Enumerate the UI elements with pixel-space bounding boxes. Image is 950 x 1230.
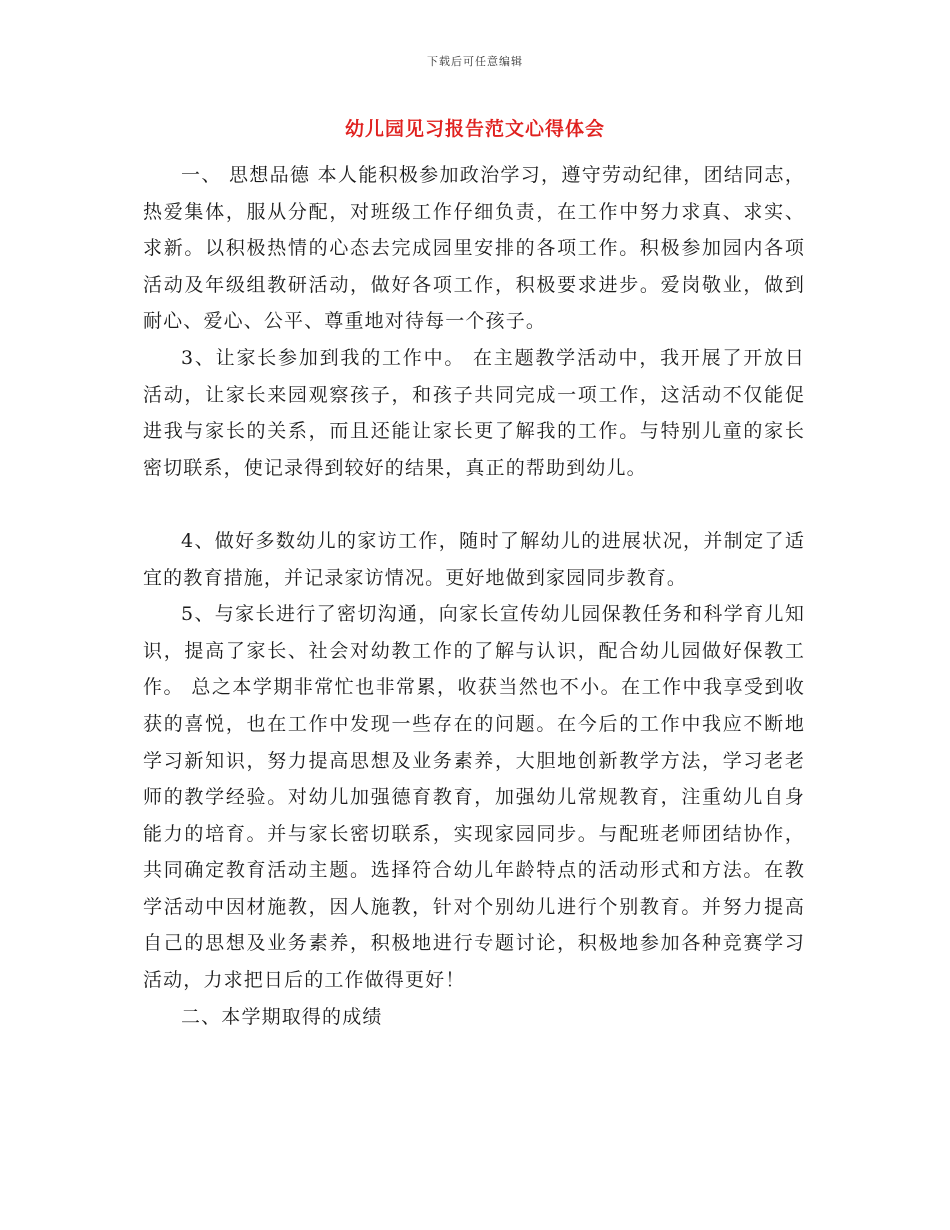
- paragraph-4: 5、与家长进行了密切沟通，向家长宣传幼儿园保教任务和科学育儿知识，提高了家长、社会对幼教工作的了解与认识，配合幼儿园做好保教工作。 总之本学期非常忙也非常累，收获当然也不小。在工作中我享受到收获的喜悦，也在工作中发现一些存在的问题。在今后的工作中我应不断地学习新知识，努力提高思想及业务素养，大胆地创新教学方法，学习老老师的教学经验。对幼儿加强德育教育，加强幼儿常规教育，注重幼儿自身能力的培育。并与家长密切联系，实现家园同步。与配班老师团结协作，共同确定教育活动主题。选择符合幼儿年龄特点的活动形式和方法。在教学活动中因材施教，因人施教，针对个别幼儿进行个别教育。并努力提高自己的思想及业务素养，积极地进行专题讨论，积极地参加各种竞赛学习活动，力求把日后的工作做得更好！: [143, 603, 805, 992]
- document-title: 幼儿园见习报告范文心得体会: [344, 118, 605, 140]
- paragraph-1: 一、 思想品德 本人能积极参加政治学习，遵守劳动纪律，团结同志，热爱集体，服从分配，对班级工作仔细负责，在工作中努力求真、求实、求新。以积极热情的心态去完成园里安排的各项工作。积极参加园内各项活动及年级组教研活动，做好各项工作，积极要求进步。爱岗敬业，做到耐心、爱心、公平、尊重地对待每一个孩子。: [143, 164, 805, 333]
- paragraph-2: 3、让家长参加到我的工作中。 在主题教学活动中，我开展了开放日活动，让家长来园观察孩子，和孩子共同完成一项工作，这活动不仅能促进我与家长的关系，而且还能让家长更了解我的工作。与特别儿童的家长密切联系，使记录得到较好的结果，真正的帮助到幼儿。: [143, 346, 805, 479]
- paragraph-3: 4、做好多数幼儿的家访工作，随时了解幼儿的进展状况，并制定了适宜的教育措施，并记录家访情况。更好地做到家园同步教育。: [143, 529, 805, 589]
- header-note: 下载后可任意编辑: [427, 55, 523, 68]
- section-heading-2: 二、本学期取得的成绩: [181, 1005, 383, 1028]
- document-body: [143, 157, 805, 1035]
